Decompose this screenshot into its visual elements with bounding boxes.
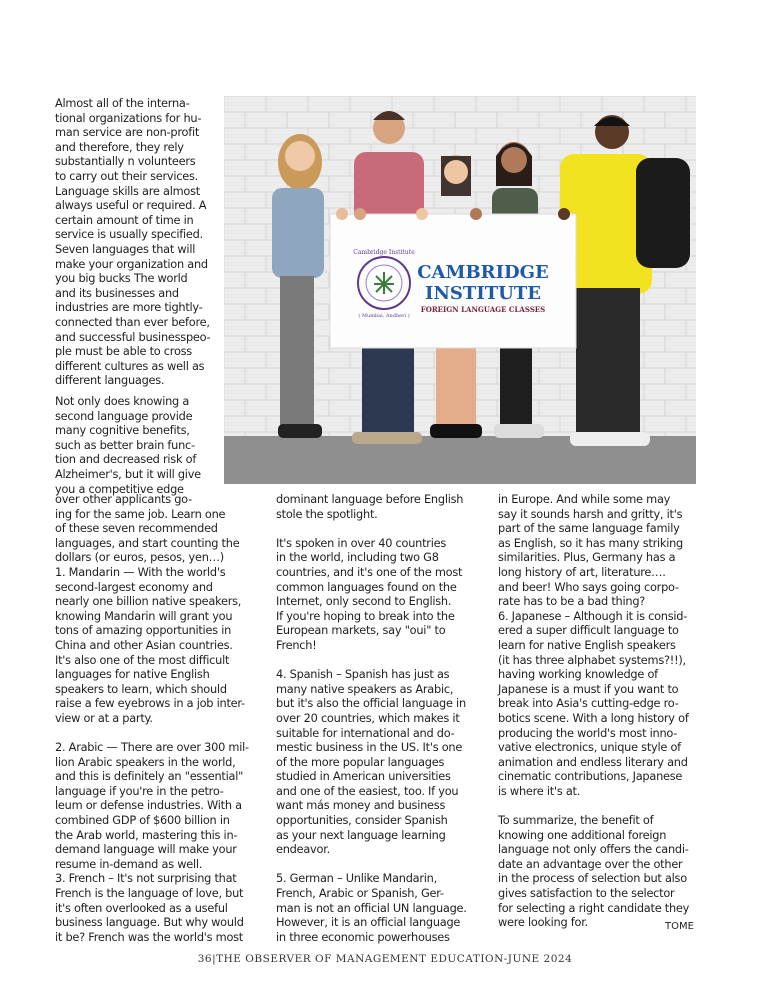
sign-line-1: CAMBRIDGE <box>417 262 549 283</box>
article-column-1: over other applicants go- ing for the same job. Learn one of these seven recommended languages, and start counting the dollars (or euros, pesos, yen…) 1. Mandarin — With the world's second-largest economy and nearly one billion native speakers, knowing Mandarin will grant you tons of amazing opportunities in China and other Asian countries. It's also one of the most difficult languages for native English speakers to learn, which should raise a few eyebrows in a job inter- view or at a party. 2. Arabic — There are over 300 mil- lion Arabic speakers in the world, and this is definitely an "essential" language if you're in the petro- leum or defense industries. With a combined GDP of $600 billion in the Arab world, mastering this in- demand language will make your resume in-demand as well. 3. French – It's not surprising that French is the language of love, but it's often overlooked as a useful business language. But why would it be? French was the world's most <box>55 492 249 944</box>
author-signature: TOME <box>665 921 694 932</box>
sign-line-2: INSTITUTE <box>425 283 541 304</box>
intro-paragraph-1: Almost all of the interna- tional organizations for hu- man service are non-profit and therefore, they rely substantially n volunteers to carry out their services. Language skills are almost always useful or required. A certain amount of time in service is usually specified. Seven languages that will make your organization and you big bucks The world and its businesses and industries are more tightly- connected than ever before, and successful businesspeo- ple must be able to cross different cultures as well as different languages. <box>55 96 211 388</box>
cambridge-institute-sign <box>330 214 576 348</box>
sign-line-3: FOREIGN LANGUAGE CLASSES <box>420 305 546 314</box>
article-column-3: in Europe. And while some may say it sounds harsh and gritty, it's part of the same language family as English, so it has many striking similarities. Plus, Germany has a long history of art, literature…. and beer! Who says going corpo- rate has to be a bad thing? 6. Japanese – Although it is consid- ered a super difficult language to learn for native English speakers (it has three alphabet systems?!!), having working knowledge of Japanese is a must if you want to break into Asia's cutting-edge ro- botics scene. With a long history of producing the world's most inno- vative electronics, unique style of animation and endless literary and cinematic contributions, Japanese is where it's at. To summarize, the benefit of knowing one additional foreign language not only offers the candi- date an advantage over the other in the process of selection but also gives satisfaction to the selector for selecting a right candidate they were looking for. <box>498 492 690 930</box>
footer-separator: | <box>212 953 217 965</box>
page-footer <box>0 953 770 965</box>
seal-top-text: Cambridge Institute <box>353 249 415 256</box>
seal-bottom-text: ( Mumbai, Andheri ) <box>358 313 410 319</box>
publication-name: THE OBSERVER OF MANAGEMENT EDUCATION-JUNE 2024 <box>216 953 573 965</box>
article-column-2: dominant language before English stole the spotlight. It's spoken in over 40 countries in the world, including two G8 countries, and it's one of the most common languages found on the Internet, only second to English. If you're hoping to break into the European markets, say "oui" to French! 4. Spanish – Spanish has just as many native speakers as Arabic, but it's also the official language in over 20 countries, which makes it suitable for international and do- mestic business in the US. It's one of the more popular languages studied in American universities and one of the easiest, too. If you want más money and business opportunities, consider Spanish as your next language learning endeavor. 5. German – Unlike Mandarin, French, Arabic or Spanish, Ger- man is not an official UN language. However, it is an official language in three economic powerhouses <box>276 492 467 944</box>
page-number: 36 <box>197 953 213 965</box>
intro-paragraph-2: Not only does knowing a second language provide many cognitive benefits, such as better brain func- tion and decreased risk of Alzheimer's, but it will give you a competitive edge <box>55 394 201 496</box>
students-holding-sign-photo <box>224 96 696 484</box>
